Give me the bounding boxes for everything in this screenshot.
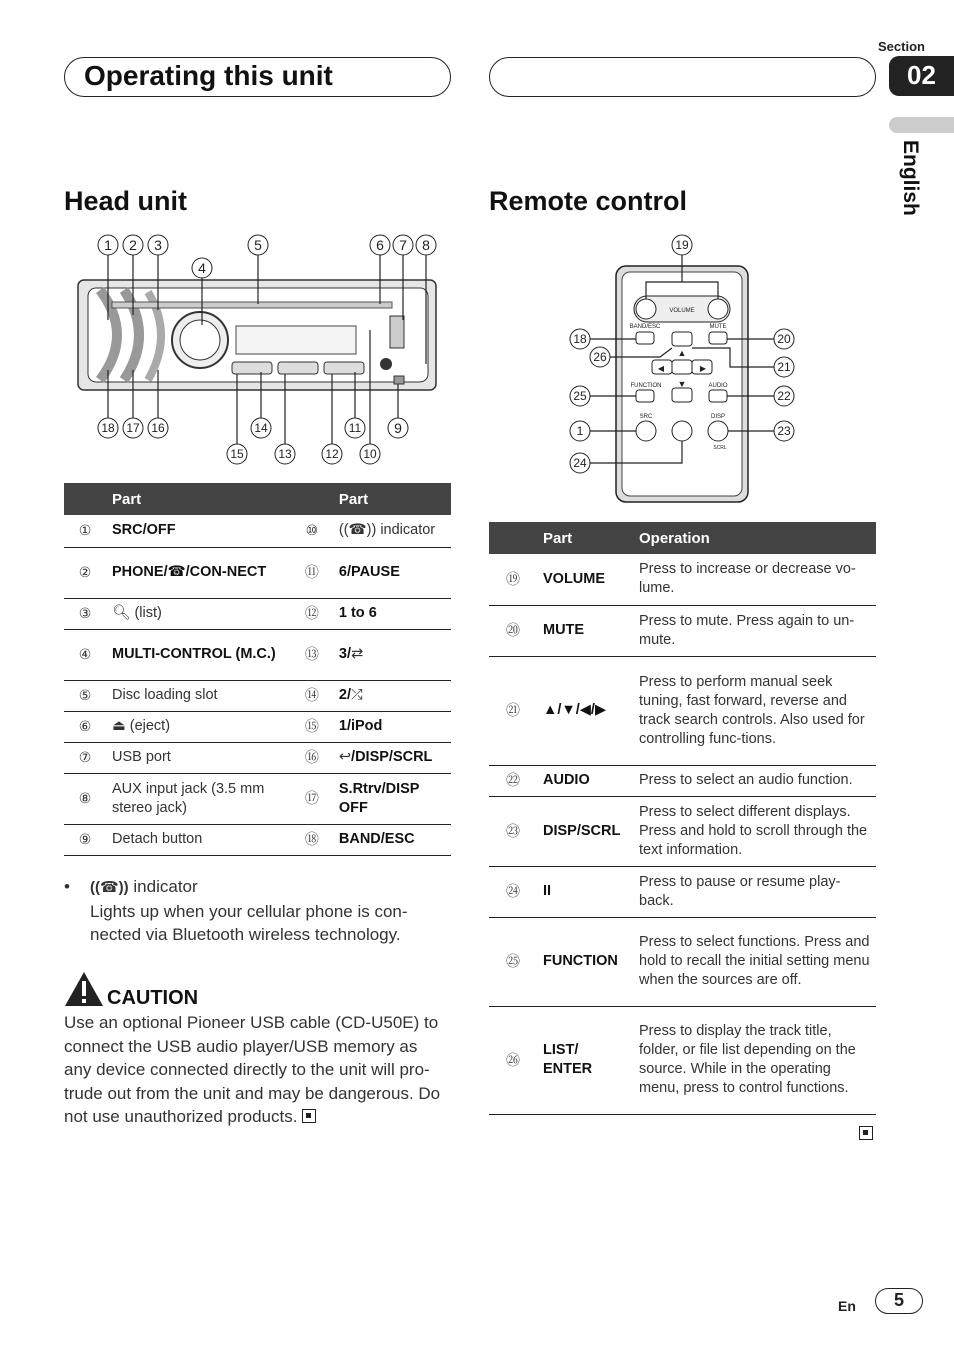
end-mark-icon	[302, 1109, 316, 1123]
svg-text:▲: ▲	[677, 348, 687, 358]
header-frame-right	[489, 57, 876, 97]
col-part: Part	[537, 522, 633, 554]
table-row: ㉑ ▲/▼/◀/▶ Press to perform manual seek tuning, fast forward, reverse and track search controls. Also used for controlling func-tions.	[489, 656, 876, 765]
svg-text:14: 14	[254, 421, 268, 435]
svg-text:25: 25	[573, 389, 587, 403]
table-row: ③ 🔍︎ (list) ⑫ 1 to 6	[64, 598, 451, 629]
svg-text:13: 13	[278, 447, 292, 461]
callout-23	[774, 421, 794, 441]
svg-text:▼: ▼	[677, 379, 687, 389]
svg-text:15: 15	[230, 447, 244, 461]
callout-3	[148, 235, 168, 255]
table-row: ⑧ AUX input jack (3.5 mm stereo jack) ⑰ S.Rtrv/DISP OFF	[64, 773, 451, 824]
svg-text:16: 16	[151, 421, 165, 435]
table-row: ㉖ LIST/ ENTER Press to display the track title, folder, or file list depending on the source. While in the operating menu, press to control functions.	[489, 1006, 876, 1114]
remote-audio-label: AUDIO	[708, 383, 728, 389]
remote-function-label: FUNCTION	[630, 383, 662, 389]
head-unit-heading: Head unit	[64, 186, 188, 216]
caution-text: Use an optional Pioneer USB cable (CD-U50E) to connect the USB audio player/USB memory as any device connected directly to the unit will pro-trude out from the unit and may be dangerous. Do not use unauthorized products.	[64, 1013, 441, 1126]
table-row: ⑳ MUTE Press to mute. Press again to un-mute.	[489, 605, 876, 656]
svg-text:18: 18	[573, 332, 587, 346]
svg-text:▶: ▶	[699, 364, 707, 373]
return-icon: ↩	[338, 749, 352, 765]
callout-7	[393, 235, 413, 255]
caution-heading: CAUTION	[107, 987, 199, 1009]
warning-icon	[64, 971, 104, 1007]
callout-5	[248, 235, 268, 255]
svg-text:7: 7	[399, 237, 407, 253]
remote-disp-label: DISP	[710, 414, 726, 420]
table-row: ④ MULTI-CONTROL (M.C.) ⑬ 3/⇄	[64, 629, 451, 680]
callout-21	[774, 357, 794, 377]
callout-1	[98, 235, 118, 255]
remote-control-parts-table	[489, 522, 876, 1115]
callout-25	[570, 386, 590, 406]
table-row: ⑥ ⏏ (eject) ⑮ 1/iPod	[64, 711, 451, 742]
callout-6	[370, 235, 390, 255]
section-number: 02	[889, 56, 954, 96]
svg-text:1: 1	[104, 237, 112, 253]
svg-text:1: 1	[576, 424, 584, 438]
callout-11	[345, 418, 365, 438]
svg-text:5: 5	[254, 237, 262, 253]
table-row: ⑲ VOLUME Press to increase or decrease vo-lume.	[489, 554, 876, 605]
col-part-1: Part	[106, 483, 291, 515]
table-row: ㉓ DISP/SCRL Press to select different displays. Press and hold to scroll through the text information.	[489, 796, 876, 866]
footer-language: En	[838, 1298, 856, 1314]
svg-text:19: 19	[675, 238, 689, 252]
callout-8	[416, 235, 436, 255]
end-mark-icon	[859, 1126, 873, 1140]
svg-text:2: 2	[129, 237, 137, 253]
callout-10	[360, 444, 380, 464]
head-unit-illustration	[64, 230, 451, 470]
remote-src-label: SRC	[639, 414, 653, 420]
callout-17	[123, 418, 143, 438]
callout-4	[192, 258, 212, 278]
svg-text:4: 4	[198, 260, 206, 276]
svg-text:24: 24	[573, 456, 587, 470]
svg-text:22: 22	[777, 389, 791, 403]
callout-1-remote	[570, 421, 590, 441]
callout-19	[672, 235, 692, 255]
callout-14	[251, 418, 271, 438]
svg-text:12: 12	[325, 447, 339, 461]
table-row: ⑤ Disc loading slot ⑭ 2/⤮	[64, 680, 451, 711]
callout-9	[388, 418, 408, 438]
phone-indicator-icon: ((☎))	[90, 879, 129, 896]
table-row: ㉔ II Press to pause or resume play-back.	[489, 866, 876, 917]
svg-text:17: 17	[126, 421, 140, 435]
remote-mute-label: MUTE	[709, 324, 727, 330]
svg-text:18: 18	[101, 421, 115, 435]
callout-18-remote	[570, 329, 590, 349]
callout-24	[570, 453, 590, 473]
svg-text:26: 26	[593, 350, 607, 364]
svg-text:20: 20	[777, 332, 791, 346]
table-row: ㉒ AUDIO Press to select an audio function.	[489, 765, 876, 796]
shuffle-icon: ⤮	[350, 687, 363, 703]
callout-2	[123, 235, 143, 255]
table-header-row	[489, 522, 876, 554]
callout-26	[590, 347, 610, 367]
remote-control-illustration	[560, 230, 810, 510]
page-title: Operating this unit	[84, 60, 333, 91]
col-operation: Operation	[633, 522, 876, 554]
table-row: ① SRC/OFF ⑩ ((☎)) indicator	[64, 515, 451, 547]
language-label: English	[899, 140, 922, 216]
phone-indicator-icon: ((☎))	[338, 522, 377, 539]
table-row: ⑨ Detach button ⑱ BAND/ESC	[64, 824, 451, 855]
svg-text:◀: ◀	[657, 364, 665, 373]
callout-22	[774, 386, 794, 406]
svg-text:8: 8	[422, 237, 430, 253]
svg-text:3: 3	[154, 237, 162, 253]
svg-text:21: 21	[777, 360, 791, 374]
callout-16	[148, 418, 168, 438]
remote-volume-label: VOLUME	[669, 308, 695, 314]
remote-band-label: BAND/ESC	[629, 324, 661, 330]
col-part-2: Part	[333, 483, 451, 515]
callout-18	[98, 418, 118, 438]
callout-15	[227, 444, 247, 464]
indicator-description: Lights up when your cellular phone is con-nected via Bluetooth wireless technology.	[90, 901, 408, 944]
indicator-bullet: • ((☎)) indicator Lights up when your cellular phone is con-nected via Bluetooth wireless technology.	[64, 875, 449, 947]
table-row: ② PHONE/☎/CON-NECT ⑪ 6/PAUSE	[64, 547, 451, 598]
table-row: ㉕ FUNCTION Press to select functions. Press and hold to recall the initial setting menu when the sources are off.	[489, 917, 876, 1006]
remote-scrl-label: SCRL	[713, 445, 727, 451]
table-row: ⑦ USB port ⑯ ↩/DISP/SCRL	[64, 742, 451, 773]
section-label: Section	[878, 39, 925, 54]
language-tab	[889, 117, 954, 133]
repeat-icon: ⇄	[350, 646, 364, 662]
eject-icon: ⏏	[112, 718, 126, 734]
remote-control-heading: Remote control	[489, 186, 688, 216]
head-unit-parts-table	[64, 483, 451, 856]
callout-13	[275, 444, 295, 464]
svg-text:9: 9	[394, 420, 402, 436]
callout-20	[774, 329, 794, 349]
page-number: 5	[875, 1288, 923, 1314]
svg-text:10: 10	[363, 447, 377, 461]
svg-text:11: 11	[348, 421, 362, 435]
svg-text:6: 6	[376, 237, 384, 253]
callout-12	[322, 444, 342, 464]
svg-text:23: 23	[777, 424, 791, 438]
search-icon: 🔍︎	[112, 605, 131, 621]
table-header-row	[64, 483, 451, 515]
